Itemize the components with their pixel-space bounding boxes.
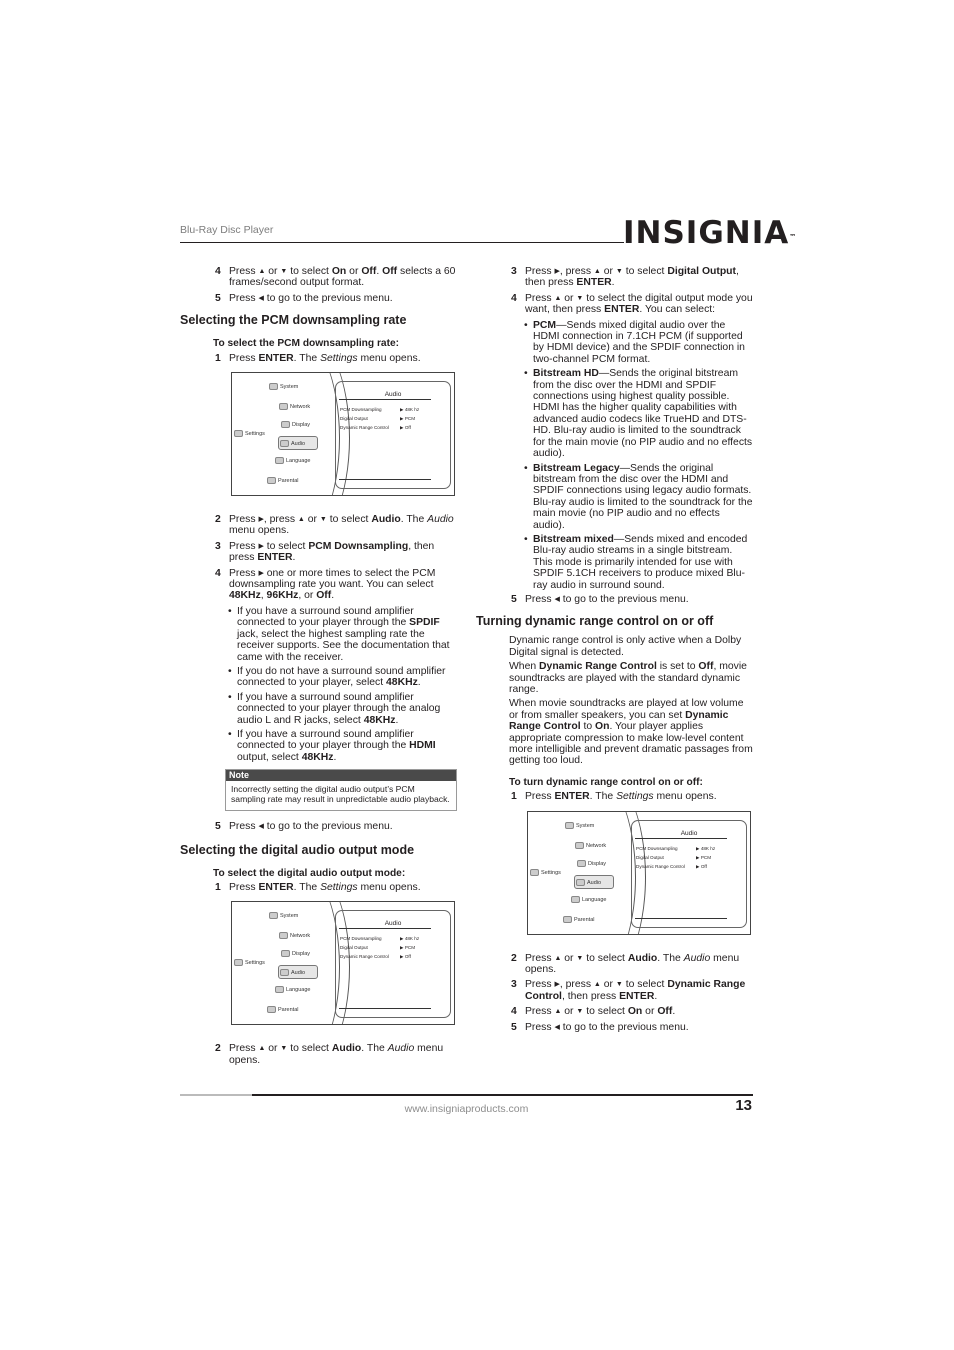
language-icon [275,986,284,993]
step: 5 Press ◀ to go to the previous menu. [511,593,689,605]
audio-icon [576,879,585,886]
up-arrow-icon: ▲ [258,1045,266,1053]
system-icon [269,383,278,390]
subheading: To turn dynamic range control on or off: [509,776,703,788]
parental-icon [267,1006,276,1013]
list-item: • Bitstream HD—Sends the original bitstream from the disc over the HDMI and SPDIF connections using highest quality possible. HDMI has the higher quality capabilities with advanced audio codecs like TrueHD and DTS-HD. Blu-ray audio is limited to the soundtrack for the main movie (no PIP audio and no effects audio). [533,368,754,459]
step: 3 Press ▶ to select PCM Downsampling, then press ENTER. [215,540,435,564]
brand-logo: INSIGNIA™ [623,215,798,251]
step: 3 Press ▶, press ▲ or ▼ to select Digital Output, then press ENTER. [511,266,739,289]
up-arrow-icon: ▲ [554,294,562,302]
step: 5 Press ◀ to go to the previous menu. [215,292,393,304]
down-arrow-icon: ▼ [576,954,584,962]
left-arrow-icon: ◀ [554,595,560,603]
network-icon [279,403,288,410]
step: 4 Press ▲ or ▼ to select On or Off. [511,1006,676,1018]
step: 2 Press ▲ or ▼ to select Audio. The Audio menu opens. [215,1043,444,1066]
list-item: • If you have a surround sound amplifier connected to your player through the HDMI output, select 48KHz. [237,729,458,763]
step: 2 Press ▲ or ▼ to select Audio. The Audio menu opens. [511,952,740,976]
right-arrow-icon: ▶ [258,569,264,577]
settings-icon [234,959,243,966]
audio-panel: Audio PCM Downsampling ▶ 48K hz Digital Output ▶ PCM Dynamic Range Control ▶ Off [335,910,451,1018]
step: 3 Press ▶, press ▲ or ▼ to select Dynamic Range Control, then press ENTER. [511,979,746,1002]
footer-rule-accent [180,1094,252,1096]
audio-panel: Audio PCM Downsampling ▶ 48K hz Digital Output ▶ PCM Dynamic Range Control ▶ Off [335,381,451,489]
parental-icon [563,916,572,923]
paragraph: When Dynamic Range Control is set to Off, movie soundtracks are played with the standard dynamic range. [509,661,747,695]
section-heading-pcm: Selecting the PCM downsampling rate [180,313,407,328]
subheading: To select the digital audio output mode: [213,867,406,879]
pcm-bullets [180,606,458,763]
right-column [476,266,754,1037]
language-icon [275,457,284,464]
step: 1 Press ENTER. The Settings menu opens. [215,881,421,893]
down-arrow-icon: ▼ [576,1008,584,1016]
up-arrow-icon: ▲ [593,981,601,989]
up-arrow-icon: ▲ [554,954,562,962]
output-mode-list [476,320,754,591]
up-arrow-icon: ▲ [297,516,305,524]
step: 4 Press ▶ one or more times to select the PCM downsampling rate you want. You can select 48KHz, 96KHz, or Off. [215,567,436,602]
step: 1 Press ENTER. The Settings menu opens. [511,791,717,803]
audio-icon [280,969,289,976]
down-arrow-icon: ▼ [319,516,327,524]
up-arrow-icon: ▲ [258,268,266,275]
up-arrow-icon: ▲ [593,268,601,275]
step: 4 Press ▲ or ▼ to select On or Off. Off selects a 60 frames/second output format. [215,266,456,289]
left-column [180,266,458,1070]
audio-panel: Audio PCM Downsampling ▶ 48K hz Digital Output ▶ PCM Dynamic Range Control ▶ Off [631,820,747,928]
down-arrow-icon: ▼ [280,1045,288,1053]
left-arrow-icon: ◀ [258,294,264,302]
list-item: • If you have a surround sound amplifier connected to your player through the analog audio L and R jacks, select 48KHz. [237,692,458,726]
footer-url[interactable]: www.insigniaproducts.com [404,1103,529,1115]
right-arrow-icon: ▶ [554,981,560,989]
note-box [225,769,457,811]
network-icon [575,842,584,849]
parental-icon [267,477,276,484]
network-icon [279,932,288,939]
note-text: Incorrectly setting the digital audio output’s PCM sampling rate may result in unpredictable audio playback. [231,784,450,804]
left-arrow-icon: ◀ [258,823,264,831]
right-arrow-icon: ▶ [554,268,560,275]
paragraph: When movie soundtracks are played at low volume or from smaller speakers, you can set Dynamic Range Control to On. Your player applies appropriate compression to make low-level content more intelligible and prevent dramatic passages from getting too loud. [509,698,753,767]
system-icon [565,822,574,829]
step: 1 Press ENTER. The Settings menu opens. [215,352,421,364]
down-arrow-icon: ▼ [615,268,623,275]
up-arrow-icon: ▲ [554,1008,562,1016]
paragraph: Dynamic range control is only active when a Dolby Digital signal is detected. [509,635,742,658]
note-title: Note [226,770,456,781]
settings-screen: System Network Display Settings Audio Language Parental Audio PCM Downsampling ▶ 48K hz Digital Output ▶ PCM Dynamic Range Control ▶ Off [231,901,455,1025]
settings-screen: System Network Display Settings Audio Language Parental Audio PCM Downsampling ▶ 48K hz Digital Output ▶ PCM Dynamic Range Control ▶ Off [231,372,455,496]
list-item: • If you have a surround sound amplifier connected to your player through the SPDIF jack, select the highest sampling rate the receiver supports. See the documentation that came with the receiver. [237,606,458,663]
list-item: • If you do not have a surround sound amplifier connected to your player, select 48KHz. [237,666,458,689]
audio-icon [280,440,289,447]
step: 5 Press ◀ to go to the previous menu. [511,1021,689,1033]
list-item: • PCM—Sends mixed digital audio over the HDMI connection in 7.1CH PCM (if supported by HDMI device) and the SPDIF connection in two-channel PCM format. [533,320,754,366]
display-icon [577,860,586,867]
settings-icon [530,869,539,876]
section-heading-digital: Selecting the digital audio output mode [180,842,415,857]
right-arrow-icon: ▶ [258,542,264,550]
header-rule [180,242,624,243]
language-icon [571,896,580,903]
down-arrow-icon: ▼ [576,294,584,302]
step: 5 Press ◀ to go to the previous menu. [215,821,393,833]
header-title: Blu-Ray Disc Player [180,224,274,236]
list-item: • Bitstream mixed—Sends mixed and encoded Blu-ray audio streams in a single bitstream. This mode is primarily intended for use with SPDIF 5.1CH receivers to produce mixed Blu-ray audio in surround sound. [533,534,754,591]
page-number: 13 [735,1097,752,1114]
subheading: To select the PCM downsampling rate: [213,338,400,350]
system-icon [269,912,278,919]
footer-rule [180,1094,753,1096]
step: 2 Press ▶, press ▲ or ▼ to select Audio. The Audio menu opens. [215,514,454,537]
settings-screen: System Network Display Settings Audio Language Parental Audio PCM Downsampling ▶ 48K hz Digital Output ▶ PCM Dynamic Range Control ▶ Off [527,811,751,935]
display-icon [281,421,290,428]
settings-icon [234,430,243,437]
display-icon [281,950,290,957]
section-heading-drc: Turning dynamic range control on or off [476,614,714,629]
list-item: • Bitstream Legacy—Sends the original bitstream from the disc over the HDMI and SPDIF connections using legacy audio formats. Blu-ray audio is limited to the soundtrack for the main movie (no PIP audio and no effects audio). [533,463,754,531]
step: 4 Press ▲ or ▼ to select the digital output mode you want, then press ENTER. You can select: [511,292,753,316]
left-arrow-icon: ◀ [554,1023,560,1031]
down-arrow-icon: ▼ [615,981,623,989]
down-arrow-icon: ▼ [280,268,288,275]
right-arrow-icon: ▶ [258,516,264,524]
